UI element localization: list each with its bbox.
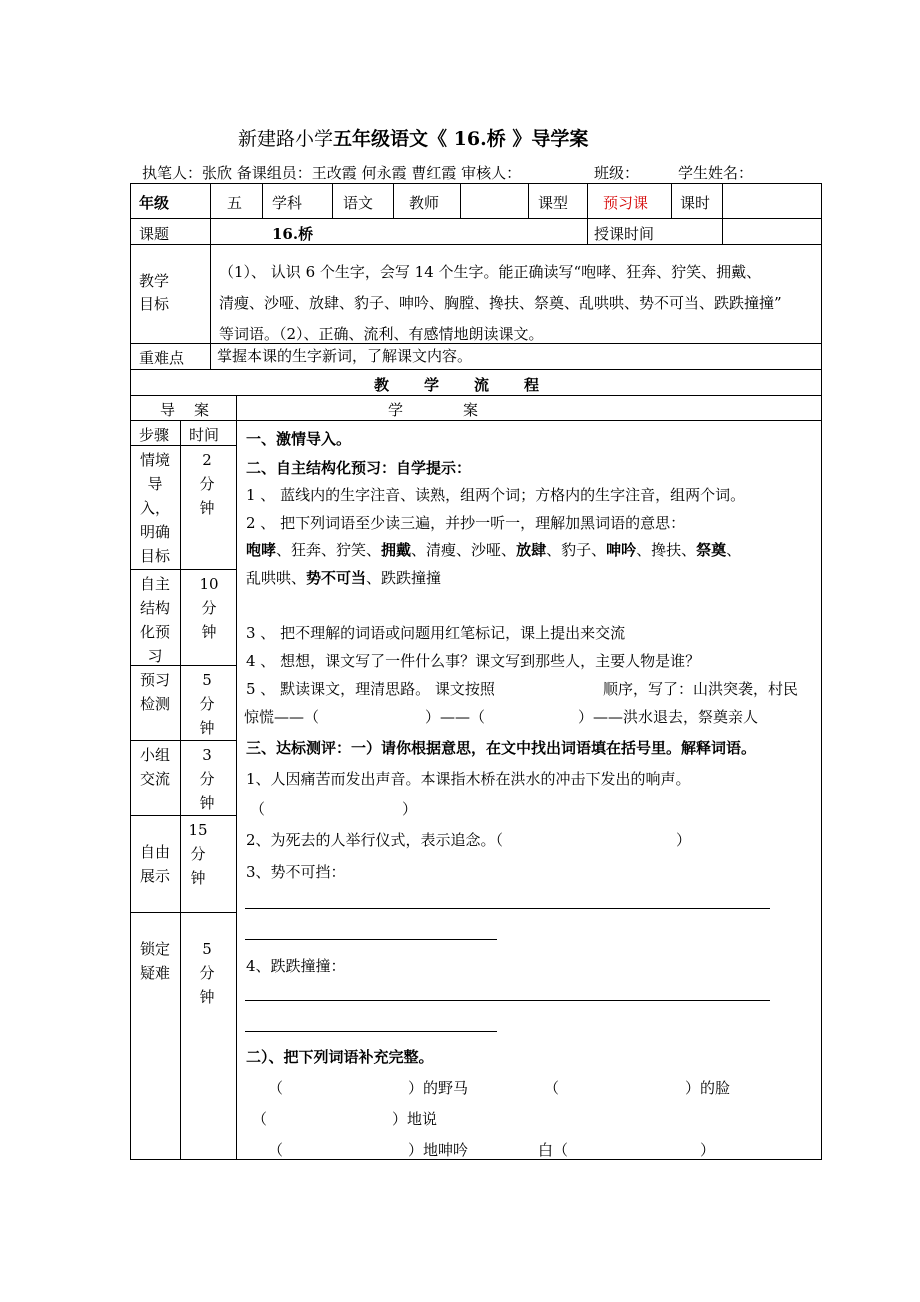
question-1-blank-open: （ xyxy=(250,800,266,818)
row-divider xyxy=(130,815,236,816)
step-time: 2分钟 xyxy=(199,451,215,517)
topic-label: 课题 xyxy=(139,225,170,243)
row-divider xyxy=(130,244,822,245)
question-1-blank-close: ） xyxy=(402,800,418,818)
key-points-label: 重难点 xyxy=(139,349,185,367)
vocab-line-2: 乱哄哄、势不可当、跌跌撞撞 xyxy=(246,569,442,587)
preview-item-5: 5 、 默读课文，理清思路。 课文按照 xyxy=(246,680,495,698)
question-2-blank-close: ） xyxy=(676,831,692,849)
study-header: 学 案 xyxy=(388,401,479,419)
outline-blank-1: 惊慌——（ xyxy=(244,708,320,726)
col-divider xyxy=(722,183,723,218)
row-divider xyxy=(130,445,236,446)
meta-line xyxy=(142,162,521,183)
outline-blank-2: ）——（ xyxy=(425,708,486,726)
fill-blank-open: （ xyxy=(268,1141,284,1159)
row-divider xyxy=(130,569,236,570)
step-time: 10分钟 xyxy=(199,575,219,641)
section-assessment: 三、达标测评：一）请你根据意思，在文中找出词语填在括号里。解释词语。 xyxy=(246,739,757,757)
col-divider xyxy=(236,395,237,1160)
col-divider xyxy=(210,183,211,218)
teacher-label: 教师 xyxy=(409,194,440,212)
col-divider xyxy=(671,183,672,218)
row-divider xyxy=(130,740,236,741)
type-label: 课型 xyxy=(538,194,569,212)
preview-item-2: 2 、 把下列词语至少读三遍，并抄一听一，理解加黑词语的意思： xyxy=(246,514,686,532)
title-suffix: 》导学案 xyxy=(512,128,589,150)
col-divider xyxy=(722,218,723,244)
step-name: 小组交流 xyxy=(139,746,170,788)
question-3: 3、势不可挡： xyxy=(246,863,346,881)
answer-line[interactable] xyxy=(245,939,497,940)
fill-blank-open: （ xyxy=(252,1110,268,1128)
col-divider xyxy=(393,183,394,218)
col-divider xyxy=(262,183,263,218)
subject-label: 学科 xyxy=(272,194,303,212)
flow-header: 教 学 流 程 xyxy=(374,376,550,394)
col-divider xyxy=(332,183,333,218)
step-name: 预习检测 xyxy=(139,671,170,713)
time-header: 时间 xyxy=(189,426,220,444)
class-field: 班级： xyxy=(594,164,640,182)
goals-label: 教学目标 xyxy=(139,272,170,313)
step-name: 自主结构化预习 xyxy=(139,575,170,665)
col-divider xyxy=(210,244,211,369)
preview-item-5-cont: 顺序，写了：山洪突袭，村民 xyxy=(603,680,799,698)
class-time-label: 授课时间 xyxy=(594,225,655,243)
fill-blank-face: ）的脸 xyxy=(685,1079,731,1097)
goals-text: （1）、 认识 6 个生字，会写 14 个生字。能正确读写“咆哮、狂奔、狞笑、拥戴、 清瘦、沙哑、放肆、豹子、呻吟、胸膛、搀扶、祭奠、乱哄哄、势不可当、跌跌撞撞” 等词语。（2）、正确、流利、有感情地朗读课文。 xyxy=(219,263,782,343)
step-time: 5分钟 xyxy=(199,671,215,737)
grade-label: 年级 xyxy=(139,194,170,212)
col-divider xyxy=(460,183,461,218)
row-divider xyxy=(130,395,822,396)
step-name: 情境导入，明确目标 xyxy=(139,451,170,565)
answer-line[interactable] xyxy=(245,1000,770,1001)
col-divider xyxy=(180,420,181,1160)
author: 执笔人：张欣 xyxy=(142,164,233,182)
answer-line[interactable] xyxy=(245,908,770,909)
step-name: 锁定疑难 xyxy=(139,940,170,982)
subject-value: 语文 xyxy=(343,194,374,212)
preview-item-1: 1 、 蓝线内的生字注音、读熟，组两个词；方格内的生字注音，组两个词。 xyxy=(246,486,746,504)
section-fill-in: 二）、把下列词语补充完整。 xyxy=(246,1048,434,1066)
question-4: 4、跌跌撞撞： xyxy=(246,957,346,975)
row-divider xyxy=(130,420,822,421)
fill-blank-open: （ xyxy=(544,1079,560,1097)
page-title xyxy=(238,124,588,151)
preview-item-4: 4 、 想想，课文写了一件什么事？课文写到那些人，主要人物是谁？ xyxy=(246,652,701,670)
grade-value: 五 xyxy=(227,194,243,212)
fill-blank-wild-horse: ）的野马 xyxy=(408,1079,469,1097)
outline-end: ）——洪水退去，祭奠亲人 xyxy=(578,708,759,726)
reviewer: 审核人： xyxy=(461,164,522,182)
col-divider xyxy=(587,218,588,244)
grade-subject: 五年级语文《 xyxy=(333,128,448,150)
section-preview: 二、自主结构化预习：自学提示： xyxy=(246,459,472,477)
topic-value: 16.桥 xyxy=(272,225,314,243)
type-value: 预习课 xyxy=(603,194,649,212)
group-members: 备课组员：王改霞 何永霞 曹红霞 xyxy=(236,164,457,182)
question-1: 1、人因痛苦而发出声音。本课指木桥在洪水的冲击下发出的响声。 xyxy=(246,770,691,788)
fill-blank-said: ）地说 xyxy=(392,1110,438,1128)
col-divider xyxy=(528,183,529,218)
hours-label: 课时 xyxy=(680,194,711,212)
answer-line[interactable] xyxy=(245,1031,497,1032)
row-divider xyxy=(130,912,236,913)
fill-blank-open: （ xyxy=(268,1079,284,1097)
guide-header: 导 案 xyxy=(160,401,212,419)
row-divider xyxy=(130,369,822,370)
fill-blank-moan: ）地呻吟 xyxy=(408,1141,469,1159)
step-time: 5分钟 xyxy=(199,940,215,1006)
school-name: 新建路小学 xyxy=(238,128,334,150)
fill-blank-close: ） xyxy=(700,1141,716,1159)
col-divider xyxy=(210,218,211,244)
vocab-line-1: 咆哮、狂奔、狞笑、拥戴、清瘦、沙哑、放肆、豹子、呻吟、搀扶、祭奠、 xyxy=(246,541,742,559)
step-header: 步骤 xyxy=(139,426,170,444)
question-2: 2、为死去的人举行仪式，表示追念。（ xyxy=(246,831,504,849)
step-time: 3分钟 xyxy=(199,746,215,812)
section-intro: 一、激情导入。 xyxy=(246,430,352,448)
row-divider xyxy=(130,218,822,219)
step-name: 自由展示 xyxy=(139,843,170,885)
col-divider xyxy=(587,183,588,218)
fill-blank-white: 白（ xyxy=(538,1141,569,1159)
lesson-title: 16.桥 xyxy=(447,128,513,150)
student-name-field: 学生姓名： xyxy=(678,164,754,182)
key-points-value: 掌握本课的生字新词，了解课文内容。 xyxy=(217,347,473,365)
step-time: 15分钟 xyxy=(188,821,208,887)
preview-item-3: 3 、 把不理解的词语或问题用红笔标记，课上提出来交流 xyxy=(246,624,626,642)
